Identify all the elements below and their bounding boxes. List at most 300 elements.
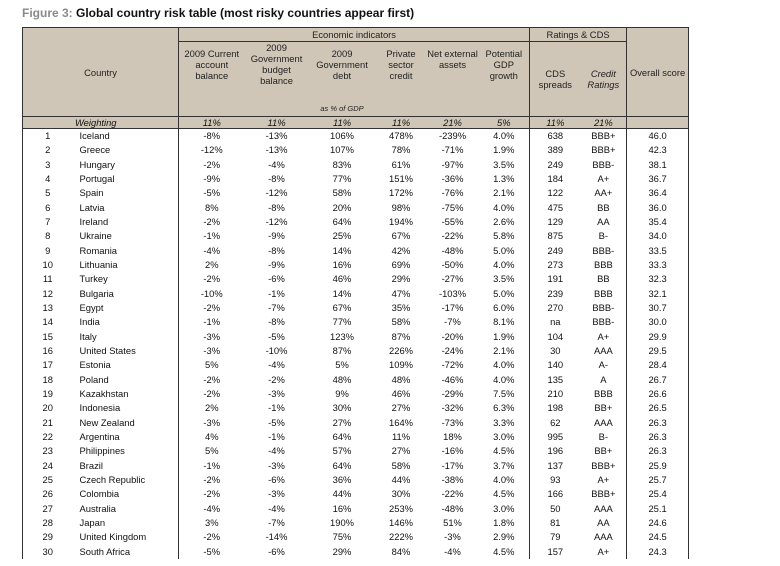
- gdp-growth-cell: 1.8%: [479, 516, 530, 530]
- overall-score-cell: 25.4: [627, 487, 689, 501]
- current-account-cell: -2%: [203, 216, 221, 228]
- rank-cell: 30: [23, 545, 75, 559]
- overall-score-cell: 42.3: [627, 143, 689, 157]
- country-name-cell: United Kingdom: [75, 530, 179, 544]
- table-row: [23, 272, 689, 286]
- current-account-cell: -2%: [203, 474, 221, 486]
- credit-rating-cell: AA: [581, 516, 627, 530]
- gdp-growth-cell: 4.5%: [479, 487, 530, 501]
- government-debt-cell: 64%: [332, 459, 352, 471]
- net-external-assets-cell: -27%: [441, 273, 464, 285]
- gdp-growth-cell: 2.9%: [479, 530, 530, 544]
- budget-balance-cell: -6%: [268, 273, 285, 285]
- cds-spread-cell: 79: [550, 531, 561, 543]
- table-row: [23, 129, 689, 144]
- cds-spread-cell: 249: [547, 244, 564, 256]
- gdp-growth-cell: 4.5%: [479, 444, 530, 458]
- government-debt-cell: 123%: [330, 330, 354, 342]
- country-name-cell: South Africa: [75, 545, 179, 559]
- rank-cell: 18: [23, 373, 75, 387]
- net-external-assets-cell: -50%: [441, 259, 464, 271]
- budget-balance-cell: -10%: [265, 345, 288, 357]
- header-col-current-account: 2009 Current account balance: [179, 42, 245, 117]
- cds-spread-cell: 166: [547, 488, 564, 500]
- net-external-assets-cell: -32%: [441, 402, 464, 414]
- cds-spread-cell: 249: [547, 158, 564, 170]
- private-credit-cell: 30%: [391, 488, 411, 500]
- table-row: [23, 330, 689, 344]
- net-external-assets-cell: -72%: [441, 359, 464, 371]
- private-credit-cell: 222%: [389, 531, 413, 543]
- budget-balance-cell: -8%: [268, 173, 285, 185]
- overall-score-cell: 24.3: [627, 545, 689, 559]
- figure-title-text: Global country risk table (most risky countries appear first): [76, 6, 415, 20]
- private-credit-cell: 478%: [389, 130, 413, 142]
- budget-balance-cell: -4%: [268, 158, 285, 170]
- net-external-assets-cell: -71%: [441, 144, 464, 156]
- rank-cell: 24: [23, 459, 75, 473]
- overall-score-cell: 28.4: [627, 358, 689, 372]
- rank-cell: 29: [23, 530, 75, 544]
- current-account-cell: 5%: [204, 359, 219, 371]
- government-debt-cell: 77%: [332, 173, 352, 185]
- country-name-cell: Ukraine: [75, 229, 179, 243]
- net-external-assets-cell: -46%: [441, 373, 464, 385]
- current-account-cell: -1%: [203, 230, 221, 242]
- gdp-growth-cell: 7.5%: [479, 387, 530, 401]
- budget-balance-cell: -4%: [268, 359, 285, 371]
- header-col-government-debt: [309, 42, 376, 117]
- table-row: [23, 186, 689, 200]
- government-debt-cell: 107%: [330, 144, 354, 156]
- cds-spread-cell: 62: [550, 416, 561, 428]
- net-external-assets-cell: -20%: [441, 330, 464, 342]
- net-external-assets-cell: -7%: [444, 316, 461, 328]
- current-account-cell: -1%: [203, 459, 221, 471]
- cds-spread-cell: 157: [547, 545, 564, 557]
- private-credit-cell: 98%: [391, 201, 411, 213]
- country-name-cell: United States: [75, 344, 179, 358]
- budget-balance-cell: -4%: [268, 445, 285, 457]
- country-name-cell: Brazil: [75, 459, 179, 473]
- credit-rating-cell: AAA: [581, 344, 627, 358]
- cds-spread-cell: 191: [547, 273, 564, 285]
- net-external-assets-cell: -55%: [441, 216, 464, 228]
- net-external-assets-cell: -73%: [441, 416, 464, 428]
- net-external-assets-cell: -3%: [444, 531, 461, 543]
- current-account-cell: -2%: [203, 373, 221, 385]
- table-row: [23, 258, 689, 272]
- current-account-cell: -2%: [203, 273, 221, 285]
- rank-cell: 9: [23, 244, 75, 258]
- overall-score-cell: 26.6: [627, 387, 689, 401]
- gdp-growth-cell: 4.0%: [479, 373, 530, 387]
- credit-rating-cell: A: [581, 373, 627, 387]
- table-row: [23, 401, 689, 415]
- country-name-cell: Turkey: [75, 272, 179, 286]
- gdp-growth-cell: 6.3%: [479, 401, 530, 415]
- net-external-assets-cell: -97%: [441, 158, 464, 170]
- private-credit-cell: 67%: [391, 230, 411, 242]
- net-external-assets-cell: -36%: [441, 173, 464, 185]
- gdp-growth-cell: 3.5%: [479, 272, 530, 286]
- cds-spread-cell: 196: [547, 445, 564, 457]
- budget-balance-cell: -8%: [268, 316, 285, 328]
- credit-rating-cell: BBB+: [581, 459, 627, 473]
- table-row: [23, 487, 689, 501]
- rank-cell: 11: [23, 272, 75, 286]
- cds-spread-cell: 104: [547, 330, 564, 342]
- government-debt-cell: 14%: [332, 244, 352, 256]
- overall-score-cell: 34.0: [627, 229, 689, 243]
- overall-score-cell: 26.3: [627, 430, 689, 444]
- credit-rating-cell: BBB-: [581, 301, 627, 315]
- gdp-growth-cell: 3.7%: [479, 459, 530, 473]
- rank-cell: 4: [23, 172, 75, 186]
- government-debt-cell: 57%: [332, 445, 352, 457]
- government-debt-cell: 58%: [332, 187, 352, 199]
- table-row: [23, 416, 689, 430]
- private-credit-cell: 46%: [391, 388, 411, 400]
- current-account-cell: 5%: [204, 445, 219, 457]
- government-debt-cell: 77%: [332, 316, 352, 328]
- country-name-cell: India: [75, 315, 179, 329]
- rank-cell: 27: [23, 502, 75, 516]
- overall-score-cell: 29.9: [627, 330, 689, 344]
- budget-balance-cell: -8%: [268, 244, 285, 256]
- credit-rating-cell: BBB+: [581, 143, 627, 157]
- current-account-cell: 2%: [204, 259, 219, 271]
- government-debt-cell: 48%: [332, 373, 352, 385]
- overall-score-cell: 26.3: [627, 444, 689, 458]
- gdp-growth-cell: 6.0%: [479, 301, 530, 315]
- government-debt-cell: 67%: [332, 302, 352, 314]
- rank-cell: 28: [23, 516, 75, 530]
- government-debt-cell: 106%: [330, 130, 354, 142]
- header-economic-indicators: Economic indicators: [179, 28, 530, 42]
- government-debt-cell: 190%: [330, 517, 354, 529]
- overall-score-cell: 26.3: [627, 416, 689, 430]
- net-external-assets-cell: -4%: [444, 545, 461, 557]
- current-account-cell: -2%: [203, 488, 221, 500]
- overall-score-cell: 24.6: [627, 516, 689, 530]
- private-credit-cell: 47%: [391, 287, 411, 299]
- cds-spread-cell: na: [550, 316, 561, 328]
- overall-score-cell: 25.9: [627, 459, 689, 473]
- rank-cell: 17: [23, 358, 75, 372]
- budget-balance-cell: -3%: [268, 459, 285, 471]
- weighting-value: [627, 117, 689, 129]
- country-name-cell: Latvia: [75, 201, 179, 215]
- government-debt-cell: 64%: [332, 216, 352, 228]
- gdp-growth-cell: 4.5%: [479, 545, 530, 559]
- table-row: [23, 358, 689, 372]
- header-col-cds-spreads: CDS spreads: [530, 42, 581, 117]
- budget-balance-cell: -12%: [265, 187, 288, 199]
- rank-cell: 19: [23, 387, 75, 401]
- gdp-growth-cell: 2.1%: [479, 344, 530, 358]
- current-account-cell: 3%: [204, 517, 219, 529]
- gdp-growth-cell: 3.5%: [479, 158, 530, 172]
- government-debt-cell: 36%: [332, 474, 352, 486]
- country-name-cell: Indonesia: [75, 401, 179, 415]
- country-name-cell: Portugal: [75, 172, 179, 186]
- cds-spread-cell: 475: [547, 201, 564, 213]
- current-account-cell: -5%: [203, 545, 221, 557]
- gdp-growth-cell: 8.1%: [479, 315, 530, 329]
- country-name-cell: Iceland: [75, 129, 179, 144]
- overall-score-cell: 36.7: [627, 172, 689, 186]
- rank-cell: 7: [23, 215, 75, 229]
- current-account-cell: 2%: [204, 402, 219, 414]
- rank-cell: 10: [23, 258, 75, 272]
- table-row: [23, 287, 689, 301]
- pct-gdp-note: as % of GDP: [320, 104, 364, 113]
- header-overall-score: Overall score: [627, 28, 689, 117]
- credit-rating-cell: A+: [581, 545, 627, 559]
- weighting-value: 21%: [581, 117, 627, 129]
- country-name-cell: Greece: [75, 143, 179, 157]
- weighting-value: 11%: [245, 117, 309, 129]
- country-name-cell: Colombia: [75, 487, 179, 501]
- table-row: [23, 158, 689, 172]
- table-row: [23, 387, 689, 401]
- net-external-assets-cell: 18%: [443, 431, 462, 443]
- current-account-cell: -2%: [203, 302, 221, 314]
- budget-balance-cell: -3%: [268, 488, 285, 500]
- country-name-cell: Philippines: [75, 444, 179, 458]
- cds-spread-cell: 995: [547, 431, 564, 443]
- net-external-assets-cell: -76%: [441, 187, 464, 199]
- table-row: [23, 516, 689, 530]
- rank-cell: 22: [23, 430, 75, 444]
- country-name-cell: Czech Republic: [75, 473, 179, 487]
- overall-score-cell: 46.0: [627, 129, 689, 144]
- government-debt-cell: 16%: [332, 259, 352, 271]
- rank-cell: 12: [23, 287, 75, 301]
- table-row: [23, 545, 689, 559]
- current-account-cell: -10%: [200, 287, 223, 299]
- private-credit-cell: 172%: [389, 187, 413, 199]
- government-debt-cell: 83%: [332, 158, 352, 170]
- credit-rating-cell: B-: [581, 229, 627, 243]
- private-credit-cell: 69%: [391, 259, 411, 271]
- weighting-value: 11%: [179, 117, 245, 129]
- government-debt-cell: 46%: [332, 273, 352, 285]
- table-body: [23, 129, 689, 559]
- budget-balance-cell: -7%: [268, 302, 285, 314]
- credit-rating-cell: BBB: [581, 258, 627, 272]
- table-row: [23, 172, 689, 186]
- gdp-growth-cell: 4.0%: [479, 129, 530, 144]
- country-name-cell: Estonia: [75, 358, 179, 372]
- credit-rating-cell: BB+: [581, 444, 627, 458]
- overall-score-cell: 32.3: [627, 272, 689, 286]
- cds-spread-cell: 135: [547, 373, 564, 385]
- cds-spread-cell: 270: [547, 302, 564, 314]
- cds-spread-cell: 638: [547, 130, 564, 142]
- current-account-cell: 4%: [204, 431, 219, 443]
- current-account-cell: -12%: [200, 144, 223, 156]
- government-debt-cell: 27%: [332, 416, 352, 428]
- credit-rating-cell: BBB: [581, 287, 627, 301]
- credit-rating-cell: BB: [581, 272, 627, 286]
- table-row: [23, 244, 689, 258]
- credit-rating-cell: BBB+: [581, 487, 627, 501]
- private-credit-cell: 151%: [389, 173, 413, 185]
- country-name-cell: Italy: [75, 330, 179, 344]
- budget-balance-cell: -5%: [268, 330, 285, 342]
- net-external-assets-cell: -17%: [441, 302, 464, 314]
- table-row: [23, 459, 689, 473]
- overall-score-cell: 24.5: [627, 530, 689, 544]
- private-credit-cell: 61%: [391, 158, 411, 170]
- current-account-cell: -5%: [203, 187, 221, 199]
- rank-cell: 20: [23, 401, 75, 415]
- credit-rating-cell: A+: [581, 473, 627, 487]
- weighting-label: Weighting: [23, 117, 179, 129]
- private-credit-cell: 35%: [391, 302, 411, 314]
- gdp-growth-cell: 1.9%: [479, 143, 530, 157]
- gdp-growth-cell: 1.9%: [479, 330, 530, 344]
- private-credit-cell: 48%: [391, 373, 411, 385]
- gdp-growth-cell: 2.1%: [479, 186, 530, 200]
- credit-rating-cell: B-: [581, 430, 627, 444]
- table-row: [23, 430, 689, 444]
- net-external-assets-cell: -239%: [438, 130, 467, 142]
- overall-score-cell: 36.4: [627, 186, 689, 200]
- table-row: [23, 530, 689, 544]
- cds-spread-cell: 198: [547, 402, 564, 414]
- credit-rating-cell: AA: [581, 215, 627, 229]
- rank-cell: 15: [23, 330, 75, 344]
- overall-score-cell: 25.1: [627, 502, 689, 516]
- overall-score-cell: 32.1: [627, 287, 689, 301]
- private-credit-cell: 87%: [391, 330, 411, 342]
- header-ratings-cds: Ratings & CDS: [530, 28, 627, 42]
- net-external-assets-cell: -48%: [441, 244, 464, 256]
- gdp-growth-cell: 5.0%: [479, 244, 530, 258]
- cds-spread-cell: 210: [547, 388, 564, 400]
- government-debt-cell: 87%: [332, 345, 352, 357]
- private-credit-cell: 84%: [391, 545, 411, 557]
- private-credit-cell: 164%: [389, 416, 413, 428]
- budget-balance-cell: -2%: [268, 373, 285, 385]
- table-row: [23, 215, 689, 229]
- budget-balance-cell: -13%: [265, 130, 288, 142]
- weighting-value: 11%: [530, 117, 581, 129]
- cds-spread-cell: 239: [547, 287, 564, 299]
- net-external-assets-cell: 51%: [443, 517, 462, 529]
- government-debt-cell: 20%: [332, 201, 352, 213]
- credit-rating-cell: AA+: [581, 186, 627, 200]
- current-account-cell: -3%: [203, 330, 221, 342]
- overall-score-cell: 26.5: [627, 401, 689, 415]
- current-account-cell: -4%: [203, 502, 221, 514]
- cds-spread-cell: 875: [547, 230, 564, 242]
- overall-score-cell: 38.1: [627, 158, 689, 172]
- country-name-cell: Lithuania: [75, 258, 179, 272]
- country-name-cell: Egypt: [75, 301, 179, 315]
- header-country: Country: [23, 28, 179, 117]
- budget-balance-cell: -3%: [268, 388, 285, 400]
- credit-rating-cell: A-: [581, 358, 627, 372]
- private-credit-cell: 27%: [391, 445, 411, 457]
- government-debt-cell: 44%: [332, 488, 352, 500]
- overall-score-cell: 29.5: [627, 344, 689, 358]
- credit-rating-cell: BB+: [581, 401, 627, 415]
- net-external-assets-cell: -48%: [441, 502, 464, 514]
- cds-spread-cell: 389: [547, 144, 564, 156]
- cds-spread-cell: 184: [547, 173, 564, 185]
- current-account-cell: -3%: [203, 416, 221, 428]
- cds-spread-cell: 93: [550, 474, 561, 486]
- budget-balance-cell: -5%: [268, 416, 285, 428]
- private-credit-cell: 253%: [389, 502, 413, 514]
- overall-score-cell: 30.0: [627, 315, 689, 329]
- budget-balance-cell: -4%: [268, 502, 285, 514]
- table-row: [23, 444, 689, 458]
- cds-spread-cell: 129: [547, 216, 564, 228]
- gdp-growth-cell: 4.0%: [479, 258, 530, 272]
- country-risk-table: [22, 27, 689, 559]
- budget-balance-cell: -9%: [268, 259, 285, 271]
- current-account-cell: -2%: [203, 531, 221, 543]
- overall-score-cell: 26.7: [627, 373, 689, 387]
- table-row: [23, 344, 689, 358]
- credit-rating-cell: AAA: [581, 416, 627, 430]
- gdp-growth-cell: 5.8%: [479, 229, 530, 243]
- net-external-assets-cell: -29%: [441, 388, 464, 400]
- credit-rating-cell: BBB-: [581, 244, 627, 258]
- weighting-row: [23, 117, 689, 129]
- country-name-cell: Japan: [75, 516, 179, 530]
- private-credit-cell: 226%: [389, 345, 413, 357]
- credit-rating-cell: AAA: [581, 530, 627, 544]
- country-name-cell: Romania: [75, 244, 179, 258]
- government-debt-cell: 75%: [332, 531, 352, 543]
- credit-rating-cell: A+: [581, 330, 627, 344]
- net-external-assets-cell: -38%: [441, 474, 464, 486]
- country-name-cell: Bulgaria: [75, 287, 179, 301]
- rank-cell: 5: [23, 186, 75, 200]
- overall-score-cell: 30.7: [627, 301, 689, 315]
- gdp-growth-cell: 2.6%: [479, 215, 530, 229]
- current-account-cell: -8%: [203, 130, 221, 142]
- rank-cell: 3: [23, 158, 75, 172]
- header-col-gdp-growth: Potential GDP growth: [479, 42, 530, 117]
- header-col-budget-balance: 2009 Government budget balance: [245, 42, 309, 117]
- cds-spread-cell: 140: [547, 359, 564, 371]
- weighting-value: 21%: [427, 117, 479, 129]
- budget-balance-cell: -6%: [268, 474, 285, 486]
- private-credit-cell: 42%: [391, 244, 411, 256]
- budget-balance-cell: -1%: [268, 431, 285, 443]
- net-external-assets-cell: -22%: [441, 230, 464, 242]
- header-col-private-credit: Private sector credit: [376, 42, 427, 117]
- rank-cell: 1: [23, 129, 75, 144]
- table-row: [23, 315, 689, 329]
- net-external-assets-cell: -17%: [441, 459, 464, 471]
- gdp-growth-cell: 4.0%: [479, 473, 530, 487]
- country-name-cell: New Zealand: [75, 416, 179, 430]
- private-credit-cell: 27%: [391, 402, 411, 414]
- credit-rating-cell: A+: [581, 172, 627, 186]
- private-credit-cell: 29%: [391, 273, 411, 285]
- table-row: [23, 502, 689, 516]
- government-debt-cell: 64%: [332, 431, 352, 443]
- private-credit-cell: 194%: [389, 216, 413, 228]
